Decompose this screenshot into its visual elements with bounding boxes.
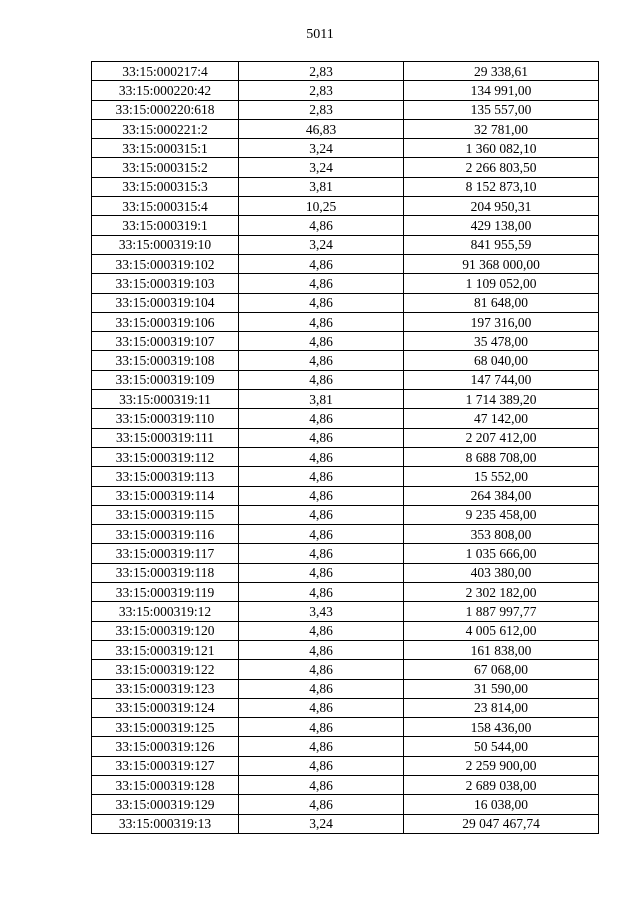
table-row bbox=[92, 718, 599, 737]
amount-cell: 1 109 052,00 bbox=[404, 274, 599, 293]
cadastral-number-cell: 33:15:000315:4 bbox=[92, 197, 239, 216]
cadastral-number-cell: 33:15:000315:1 bbox=[92, 139, 239, 158]
amount-cell: 1 360 082,10 bbox=[404, 139, 599, 158]
cadastral-number-cell: 33:15:000319:12 bbox=[92, 602, 239, 621]
amount-cell: 264 384,00 bbox=[404, 486, 599, 505]
table-row bbox=[92, 505, 599, 524]
rate-cell: 4,86 bbox=[239, 332, 404, 351]
amount-cell: 135 557,00 bbox=[404, 100, 599, 119]
rate-cell: 2,83 bbox=[239, 81, 404, 100]
data-table bbox=[91, 61, 599, 834]
rate-cell: 4,86 bbox=[239, 486, 404, 505]
table-row bbox=[92, 447, 599, 466]
table-row bbox=[92, 81, 599, 100]
table-row bbox=[92, 679, 599, 698]
cadastral-number-cell: 33:15:000319:11 bbox=[92, 390, 239, 409]
table-row bbox=[92, 544, 599, 563]
table-row bbox=[92, 390, 599, 409]
table-row bbox=[92, 119, 599, 138]
table-row bbox=[92, 602, 599, 621]
page-number: 5011 bbox=[306, 27, 334, 42]
amount-cell: 197 316,00 bbox=[404, 312, 599, 331]
amount-cell: 91 368 000,00 bbox=[404, 254, 599, 273]
cadastral-number-cell: 33:15:000319:124 bbox=[92, 698, 239, 717]
rate-cell: 4,86 bbox=[239, 216, 404, 235]
table-row bbox=[92, 795, 599, 814]
table-row bbox=[92, 583, 599, 602]
amount-cell: 2 266 803,50 bbox=[404, 158, 599, 177]
amount-cell: 2 689 038,00 bbox=[404, 775, 599, 794]
table-row bbox=[92, 486, 599, 505]
table-row bbox=[92, 216, 599, 235]
cadastral-number-cell: 33:15:000319:122 bbox=[92, 660, 239, 679]
cadastral-number-cell: 33:15:000319:1 bbox=[92, 216, 239, 235]
rate-cell: 2,83 bbox=[239, 62, 404, 81]
cadastral-number-cell: 33:15:000319:102 bbox=[92, 254, 239, 273]
cadastral-number-cell: 33:15:000319:118 bbox=[92, 563, 239, 582]
rate-cell: 4,86 bbox=[239, 254, 404, 273]
amount-cell: 8 152 873,10 bbox=[404, 177, 599, 196]
amount-cell: 35 478,00 bbox=[404, 332, 599, 351]
amount-cell: 81 648,00 bbox=[404, 293, 599, 312]
cadastral-number-cell: 33:15:000221:2 bbox=[92, 119, 239, 138]
table-row bbox=[92, 409, 599, 428]
rate-cell: 4,86 bbox=[239, 583, 404, 602]
cadastral-number-cell: 33:15:000319:117 bbox=[92, 544, 239, 563]
cadastral-number-cell: 33:15:000319:108 bbox=[92, 351, 239, 370]
cadastral-number-cell: 33:15:000319:113 bbox=[92, 467, 239, 486]
rate-cell: 4,86 bbox=[239, 544, 404, 563]
table-row bbox=[92, 158, 599, 177]
cadastral-number-cell: 33:15:000319:106 bbox=[92, 312, 239, 331]
amount-cell: 8 688 708,00 bbox=[404, 447, 599, 466]
cadastral-number-cell: 33:15:000319:111 bbox=[92, 428, 239, 447]
table-row bbox=[92, 332, 599, 351]
amount-cell: 23 814,00 bbox=[404, 698, 599, 717]
rate-cell: 3,81 bbox=[239, 177, 404, 196]
rate-cell: 4,86 bbox=[239, 640, 404, 659]
amount-cell: 50 544,00 bbox=[404, 737, 599, 756]
amount-cell: 1 035 666,00 bbox=[404, 544, 599, 563]
cadastral-number-cell: 33:15:000217:4 bbox=[92, 62, 239, 81]
amount-cell: 4 005 612,00 bbox=[404, 621, 599, 640]
table-row bbox=[92, 177, 599, 196]
table-row bbox=[92, 312, 599, 331]
amount-cell: 68 040,00 bbox=[404, 351, 599, 370]
cadastral-number-cell: 33:15:000319:120 bbox=[92, 621, 239, 640]
amount-cell: 1 887 997,77 bbox=[404, 602, 599, 621]
amount-cell: 403 380,00 bbox=[404, 563, 599, 582]
table-row bbox=[92, 563, 599, 582]
cadastral-number-cell: 33:15:000319:112 bbox=[92, 447, 239, 466]
amount-cell: 147 744,00 bbox=[404, 370, 599, 389]
rate-cell: 3,81 bbox=[239, 390, 404, 409]
amount-cell: 2 207 412,00 bbox=[404, 428, 599, 447]
amount-cell: 9 235 458,00 bbox=[404, 505, 599, 524]
table-row bbox=[92, 660, 599, 679]
rate-cell: 4,86 bbox=[239, 505, 404, 524]
rate-cell: 4,86 bbox=[239, 370, 404, 389]
cadastral-number-cell: 33:15:000319:114 bbox=[92, 486, 239, 505]
amount-cell: 15 552,00 bbox=[404, 467, 599, 486]
rate-cell: 4,86 bbox=[239, 525, 404, 544]
rate-cell: 4,86 bbox=[239, 737, 404, 756]
table-row bbox=[92, 351, 599, 370]
cadastral-number-cell: 33:15:000319:126 bbox=[92, 737, 239, 756]
table-body bbox=[92, 62, 599, 834]
cadastral-number-cell: 33:15:000319:13 bbox=[92, 814, 239, 833]
amount-cell: 429 138,00 bbox=[404, 216, 599, 235]
rate-cell: 4,86 bbox=[239, 467, 404, 486]
table-row bbox=[92, 640, 599, 659]
cadastral-number-cell: 33:15:000319:107 bbox=[92, 332, 239, 351]
table-row bbox=[92, 756, 599, 775]
table-row bbox=[92, 254, 599, 273]
rate-cell: 3,24 bbox=[239, 235, 404, 254]
rate-cell: 3,24 bbox=[239, 158, 404, 177]
amount-cell: 47 142,00 bbox=[404, 409, 599, 428]
cadastral-number-cell: 33:15:000220:42 bbox=[92, 81, 239, 100]
table-row bbox=[92, 100, 599, 119]
table-row bbox=[92, 274, 599, 293]
cadastral-number-cell: 33:15:000315:2 bbox=[92, 158, 239, 177]
rate-cell: 4,86 bbox=[239, 775, 404, 794]
amount-cell: 29 338,61 bbox=[404, 62, 599, 81]
table-row bbox=[92, 293, 599, 312]
cadastral-number-cell: 33:15:000319:103 bbox=[92, 274, 239, 293]
rate-cell: 4,86 bbox=[239, 698, 404, 717]
cadastral-number-cell: 33:15:000319:104 bbox=[92, 293, 239, 312]
table-row bbox=[92, 62, 599, 81]
rate-cell: 4,86 bbox=[239, 621, 404, 640]
cadastral-number-cell: 33:15:000319:119 bbox=[92, 583, 239, 602]
rate-cell: 4,86 bbox=[239, 795, 404, 814]
rate-cell: 4,86 bbox=[239, 351, 404, 370]
amount-cell: 353 808,00 bbox=[404, 525, 599, 544]
rate-cell: 4,86 bbox=[239, 409, 404, 428]
table-row bbox=[92, 775, 599, 794]
table-row bbox=[92, 428, 599, 447]
amount-cell: 2 259 900,00 bbox=[404, 756, 599, 775]
amount-cell: 29 047 467,74 bbox=[404, 814, 599, 833]
table-row bbox=[92, 370, 599, 389]
table-row bbox=[92, 235, 599, 254]
rate-cell: 46,83 bbox=[239, 119, 404, 138]
table-row bbox=[92, 737, 599, 756]
cadastral-number-cell: 33:15:000319:109 bbox=[92, 370, 239, 389]
table-row bbox=[92, 139, 599, 158]
amount-cell: 2 302 182,00 bbox=[404, 583, 599, 602]
amount-cell: 16 038,00 bbox=[404, 795, 599, 814]
amount-cell: 134 991,00 bbox=[404, 81, 599, 100]
amount-cell: 161 838,00 bbox=[404, 640, 599, 659]
cadastral-number-cell: 33:15:000315:3 bbox=[92, 177, 239, 196]
rate-cell: 10,25 bbox=[239, 197, 404, 216]
rate-cell: 4,86 bbox=[239, 718, 404, 737]
table-row bbox=[92, 698, 599, 717]
rate-cell: 4,86 bbox=[239, 312, 404, 331]
table-row bbox=[92, 525, 599, 544]
rate-cell: 3,43 bbox=[239, 602, 404, 621]
cadastral-number-cell: 33:15:000319:128 bbox=[92, 775, 239, 794]
rate-cell: 4,86 bbox=[239, 274, 404, 293]
amount-cell: 841 955,59 bbox=[404, 235, 599, 254]
table-row bbox=[92, 621, 599, 640]
cadastral-number-cell: 33:15:000319:129 bbox=[92, 795, 239, 814]
cadastral-number-cell: 33:15:000319:115 bbox=[92, 505, 239, 524]
cadastral-number-cell: 33:15:000319:123 bbox=[92, 679, 239, 698]
rate-cell: 2,83 bbox=[239, 100, 404, 119]
amount-cell: 204 950,31 bbox=[404, 197, 599, 216]
cadastral-number-cell: 33:15:000319:110 bbox=[92, 409, 239, 428]
rate-cell: 3,24 bbox=[239, 139, 404, 158]
cadastral-number-cell: 33:15:000220:618 bbox=[92, 100, 239, 119]
rate-cell: 4,86 bbox=[239, 428, 404, 447]
table-row bbox=[92, 814, 599, 833]
cadastral-number-cell: 33:15:000319:127 bbox=[92, 756, 239, 775]
rate-cell: 4,86 bbox=[239, 679, 404, 698]
amount-cell: 1 714 389,20 bbox=[404, 390, 599, 409]
table-row bbox=[92, 467, 599, 486]
rate-cell: 4,86 bbox=[239, 756, 404, 775]
amount-cell: 31 590,00 bbox=[404, 679, 599, 698]
cadastral-number-cell: 33:15:000319:125 bbox=[92, 718, 239, 737]
cadastral-number-cell: 33:15:000319:116 bbox=[92, 525, 239, 544]
cadastral-number-cell: 33:15:000319:10 bbox=[92, 235, 239, 254]
rate-cell: 3,24 bbox=[239, 814, 404, 833]
amount-cell: 67 068,00 bbox=[404, 660, 599, 679]
amount-cell: 32 781,00 bbox=[404, 119, 599, 138]
amount-cell: 158 436,00 bbox=[404, 718, 599, 737]
cadastral-number-cell: 33:15:000319:121 bbox=[92, 640, 239, 659]
rate-cell: 4,86 bbox=[239, 447, 404, 466]
rate-cell: 4,86 bbox=[239, 293, 404, 312]
rate-cell: 4,86 bbox=[239, 563, 404, 582]
rate-cell: 4,86 bbox=[239, 660, 404, 679]
table-row bbox=[92, 197, 599, 216]
